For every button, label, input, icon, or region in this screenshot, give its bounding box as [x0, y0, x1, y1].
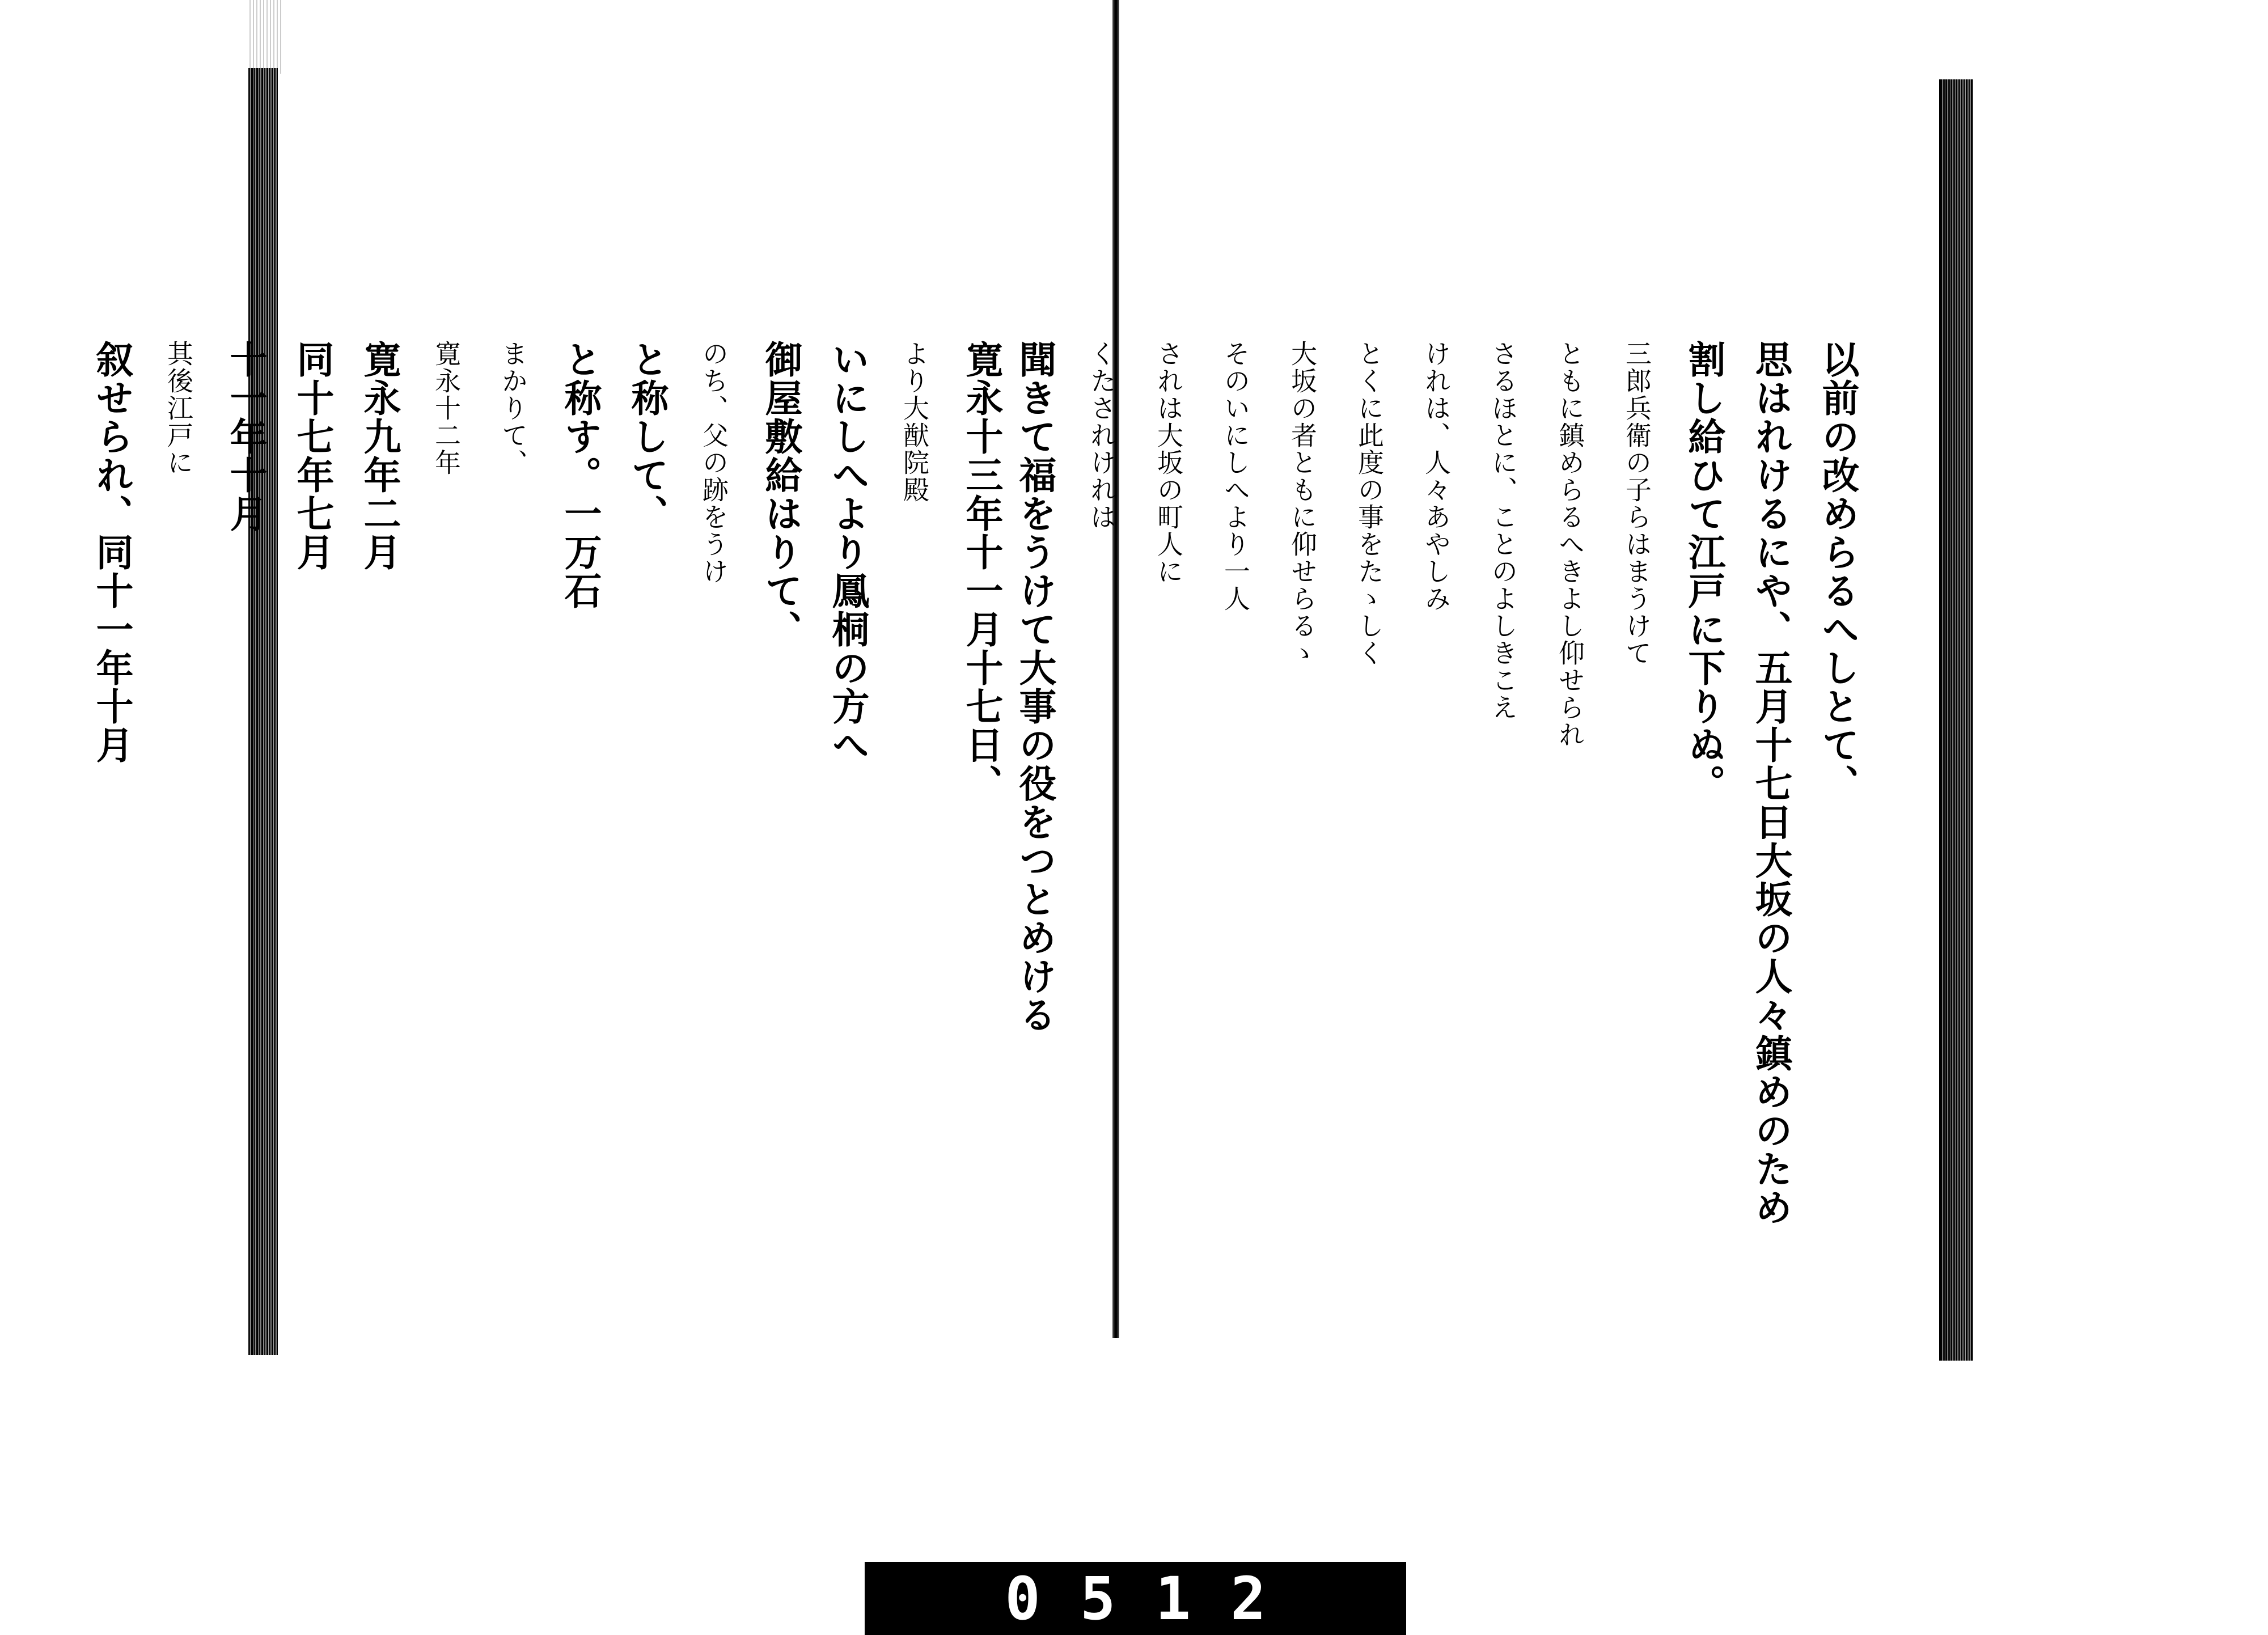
left-column: 叙せられ、同十一年十月	[90, 340, 134, 764]
frame-number-strip	[865, 1562, 1406, 1635]
right-column: ともに鎮めらるへきよし仰せられ	[1555, 340, 1585, 748]
left-column: 御屋敷給はりて、	[759, 340, 803, 649]
left-column: のち、父の跡をうけ	[699, 340, 729, 585]
right-page-text	[1013, 340, 1871, 1276]
left-column: 寛永十三年十一月十七日、	[959, 340, 1004, 803]
book-edge-right	[1939, 79, 1973, 1361]
right-column: されは大坂の町人に	[1153, 340, 1184, 585]
right-column: さるほとに、ことのよしきこえ	[1488, 340, 1518, 721]
right-column: そのいにしへより一人	[1220, 340, 1251, 612]
right-column: 割し給ひて江戸に下りぬ。	[1682, 340, 1726, 803]
left-column: と称す。一万石	[558, 340, 602, 610]
right-column: 聞きて福をうけて大事の役をつとめける	[1013, 340, 1057, 1034]
left-column: いにしへより鳳桐の方へ	[826, 340, 870, 764]
left-column: 其後江戸に	[163, 340, 194, 476]
page-edge-top-left	[249, 0, 284, 74]
right-column: 大坂の者ともに仰せらるゝ	[1287, 340, 1318, 667]
right-column: 以前の改めらるへしとて、	[1816, 340, 1860, 803]
left-column: 十一年十月	[223, 340, 268, 533]
right-column: くたされけれは	[1086, 340, 1117, 531]
left-column: まかりて、	[498, 340, 528, 476]
left-column: 寛永十二年	[431, 340, 462, 476]
left-column: より大猷院殿	[899, 340, 930, 503]
right-column: 三郎兵衛の子らはまうけて	[1622, 340, 1652, 667]
right-column: けれは、人々あやしみ	[1421, 340, 1452, 612]
frame-number: 0512	[1005, 1564, 1306, 1633]
left-page-text	[90, 340, 1015, 1276]
right-column: 思はれけるにや、五月十七日大坂の人々鎮めのため	[1749, 340, 1793, 1227]
left-column: 寛永九年二月	[357, 340, 401, 571]
right-column: とくに此度の事をたゝしく	[1354, 340, 1385, 667]
left-column: 同十七年七月	[290, 340, 335, 571]
left-column: と称して、	[625, 340, 669, 533]
